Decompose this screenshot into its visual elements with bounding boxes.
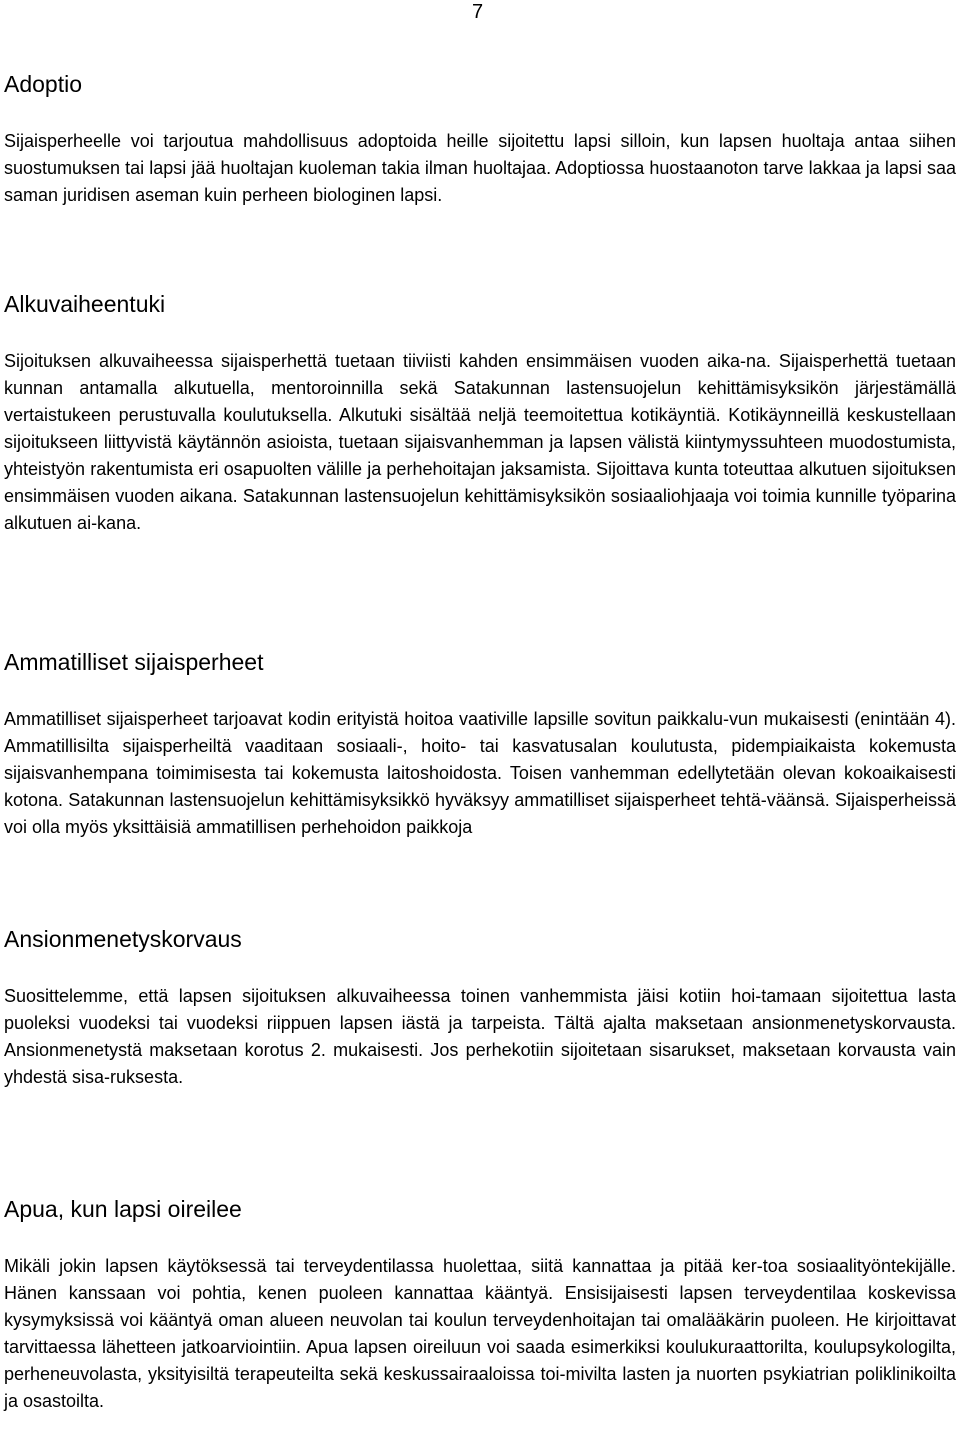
section-heading: Alkuvaiheentuki	[4, 291, 166, 317]
section-alkuvaiheentuki	[4, 290, 956, 537]
section-paragraph: Suosittelemme, että lapsen sijoituksen alkuvaiheessa toinen vanhemmista jäisi kotiin hoi-tamaan sijoitettua lasta puoleksi vuodeksi tai vuodeksi riippuen lapsen iästä ja tarpeista. Tältä ajalta maksetaan ansionmenetyskorvausta. Ansionmenetystä maksetaan korotus 2. mukaisesti. Jos perhekotiin sijoitetaan sisarukset, maksetaan korvausta vain yhdestä sisa-ruksesta.	[4, 986, 956, 1087]
section-adoptio	[4, 70, 956, 209]
section-ansionmenetyskorvaus	[4, 925, 956, 1091]
section-heading: Adoptio	[4, 71, 83, 97]
section-heading: Ammatilliset sijaisperheet	[4, 649, 264, 675]
section-paragraph: Sijaisperheelle voi tarjoutua mahdollisuus adoptoida heille sijoitettu lapsi silloin, kun lapsen huoltaja antaa siihen suostumuksen tai lapsi jää huoltajan kuoleman takia ilman huoltajaa. Adoptiossa huostaanoton tarve lakkaa ja lapsi saa saman juridisen aseman kuin perheen biologinen lapsi.	[4, 131, 956, 205]
section-paragraph: Ammatilliset sijaisperheet tarjoavat kodin erityistä hoitoa vaativille lapsille sovitun paikkalu-vun mukaisesti (enintään 4). Ammatillisilta sijaisperheiltä vaaditaan sosiaali-, hoito- tai kasvatusalan koulutusta, pidempiaikaista kokemusta sijaisvanhempana toimimisesta tai kokemusta laitoshoidosta. Toisen vanhemman edellytetään olevan kokoaikaisesti kotona. Satakunnan lastensuojelun kehittämisyksikkö hyväksyy ammatilliset sijaisperheet tehtä-väänsä. Sijaisperheissä voi olla myös yksittäisiä ammatillisen perhehoidon paikkoja	[4, 709, 956, 837]
section-heading: Ansionmenetyskorvaus	[4, 926, 242, 952]
section-paragraph: Sijoituksen alkuvaiheessa sijaisperhettä tuetaan tiiviisti kahden ensimmäisen vuoden aika-na. Sijaisperhettä tuetaan kunnan antamalla alkutuella, mentoroinnilla sekä Satakunnan lastensuojelun kehittämisyksikön järjestämällä vertaistukeen perustuvalla koulutuksella. Alkutuki sisältää neljä teemoitettua kotikäyntiä. Kotikäynneillä keskustellaan sijoitukseen liittyvistä käytännön asioista, tuetaan sijaisvanhemman ja lapsen välistä kiintymyssuhteen muodostumista, yhteistyön rakentumista eri osapuolten välille ja perhehoitajan jaksamista. Sijoittava kunta toteuttaa alkutuen sijoituksen ensimmäisen vuoden aikana. Satakunnan lastensuojelun kehittämisyksikön sosiaaliohjaaja voi toimia kunnille työparina alkutuen ai-kana.	[4, 351, 956, 533]
section-heading: Apua, kun lapsi oireilee	[4, 1196, 242, 1222]
page-number: 7	[472, 1, 484, 23]
section-apua-kun-lapsi-oireilee	[4, 1195, 956, 1415]
section-ammatilliset-sijaisperheet	[4, 648, 956, 841]
section-paragraph: Mikäli jokin lapsen käytöksessä tai terveydentilassa huolettaa, siitä kannattaa ja pitää ker-toa sosiaalityöntekijälle. Hänen kanssaan voi pohtia, kenen puoleen kannattaa kääntyä. Ensisijaisesti lapsen terveydentilaa koskevissa kysymyksissä voi kääntyä oman alueen neuvolan tai koulun terveydenhoitajan tai omalääkärin puoleen. He kirjoittavat tarvittaessa lähetteen jatkoarviointiin. Apua lapsen oireiluun voi saada esimerkiksi koulukuraattorilta, koulupsykologilta, perheneuvolasta, yksityisiltä terapeuteilta sekä keskussairaaloissa toi-mivilta lasten ja nuorten psykiatrian poliklinikoilta ja osastoilta.	[4, 1256, 956, 1411]
